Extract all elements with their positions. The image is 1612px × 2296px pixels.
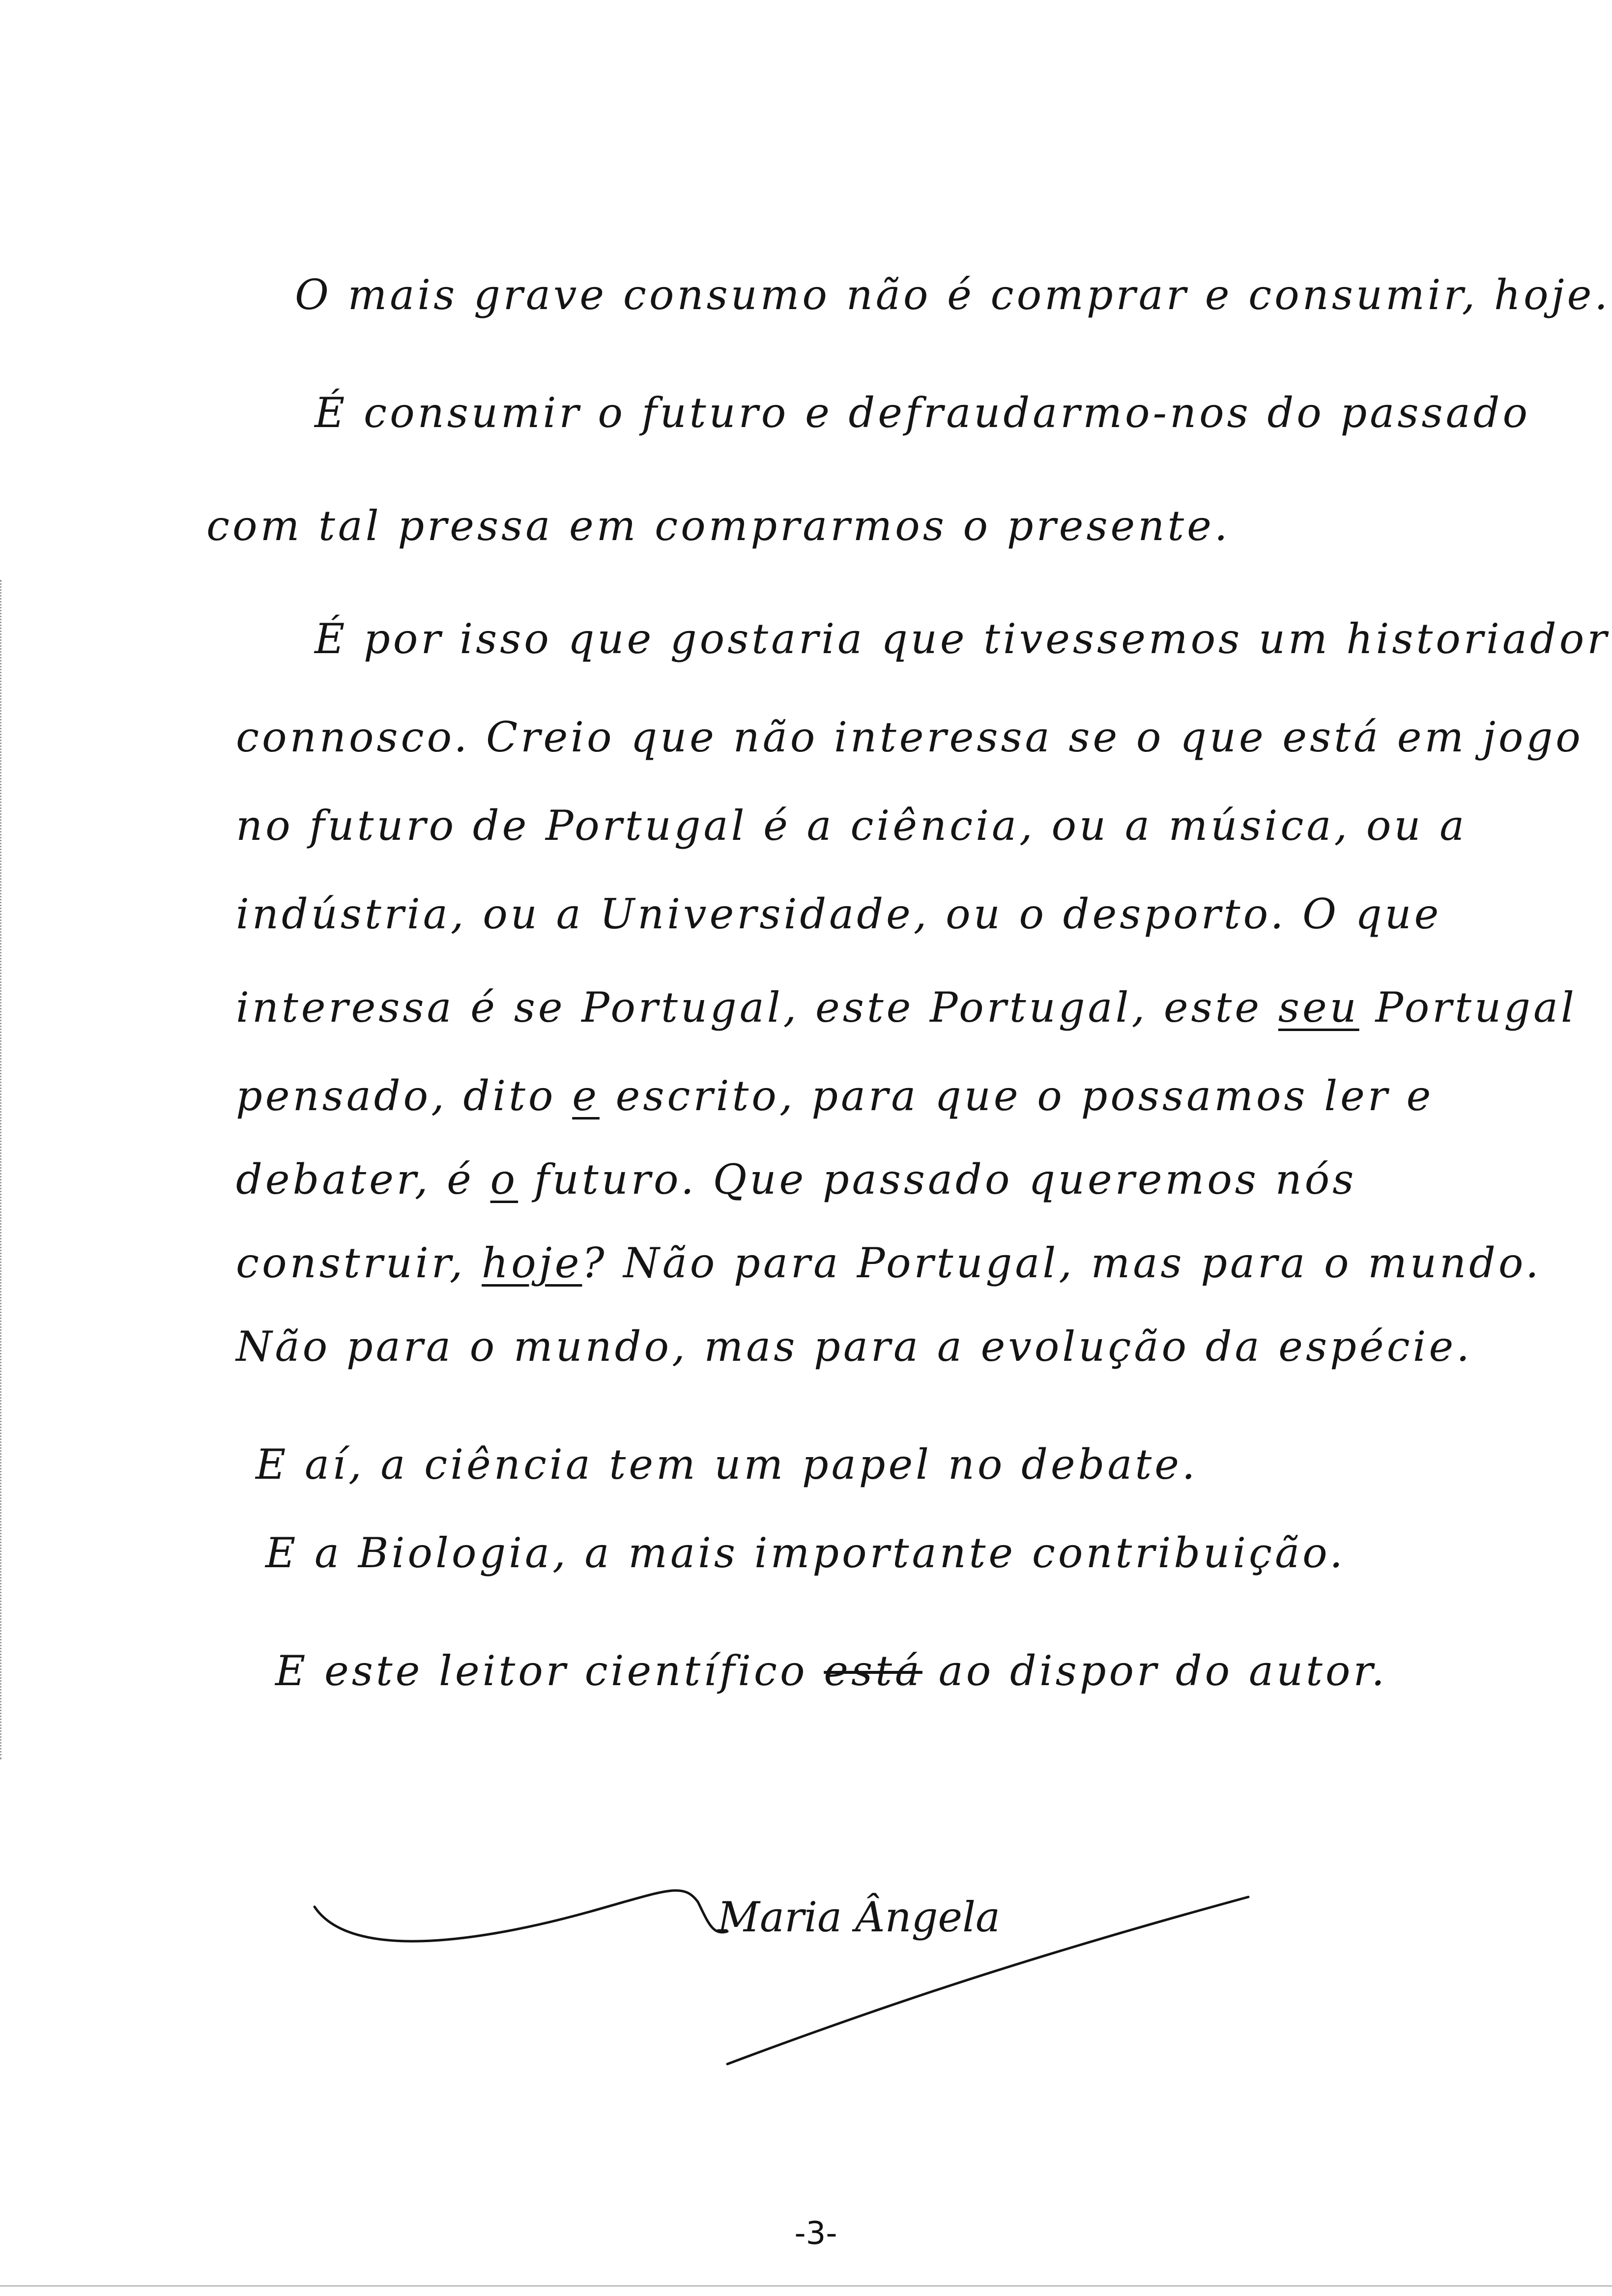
text-line-13: E aí, a ciência tem um papel no debate. [256, 1440, 1198, 1489]
text-line-8-end: Portugal [1375, 983, 1577, 1032]
text-line-11-end: ? Não para Portugal, mas para o mundo. [582, 1239, 1542, 1287]
text-line-10-start: debater, é [236, 1155, 474, 1204]
text-line-8 [236, 978, 1577, 1037]
underlined-word-o: o [490, 1155, 518, 1204]
text-line-12: Não para o mundo, mas para a evolução da espécie. [236, 1322, 1472, 1371]
underlined-word-hoje: hoje [482, 1239, 582, 1287]
text-line-9 [236, 1066, 1434, 1125]
signature-flourish-stroke [315, 1891, 727, 1941]
text-line-3: com tal pressa em comprarmos o presente. [206, 502, 1231, 550]
underlined-word-seu: seu [1278, 983, 1359, 1032]
text-line-9-start: pensado, dito [236, 1072, 556, 1120]
text-line-11 [236, 1234, 1542, 1292]
text-line-8-start: interessa é se Portugal, este Portugal, este [236, 983, 1263, 1032]
text-line-5: connosco. Creio que não interessa se o que está em jogo [236, 713, 1583, 761]
handwritten-signature [295, 1808, 1278, 2084]
underlined-word-e: e [572, 1072, 600, 1120]
text-line-15-start: E este leitor científico [275, 1647, 808, 1695]
text-line-15-end: ao dispor do autor. [938, 1647, 1388, 1695]
signature-name: Maria Ângela [718, 1893, 1001, 1941]
text-line-15 [275, 1641, 1387, 1700]
text-line-4: É por isso que gostaria que tivessemos um historiador [315, 615, 1610, 663]
scan-edge-bottom [0, 2285, 1612, 2287]
text-line-6: no futuro de Portugal é a ciência, ou a música, ou a [236, 802, 1468, 850]
text-line-10 [236, 1150, 1356, 1209]
page-number: -3- [794, 2215, 837, 2252]
struck-word-esta: está [824, 1647, 922, 1695]
text-line-9-end: escrito, para que o possamos ler e [615, 1072, 1434, 1120]
text-line-1: O mais grave consumo não é comprar e consumir, hoje. [295, 271, 1611, 319]
scan-edge-left [0, 580, 6, 1759]
text-line-2: É consumir o futuro e defraudarmo-nos do passado [315, 389, 1531, 437]
text-line-14: E a Biologia, a mais importante contribuição. [265, 1529, 1346, 1577]
text-line-10-end: futuro. Que passado queremos nós [534, 1155, 1357, 1204]
text-line-7: indústria, ou a Universidade, ou o desporto. O que [236, 890, 1442, 938]
text-line-11-start: construir, [236, 1239, 466, 1287]
